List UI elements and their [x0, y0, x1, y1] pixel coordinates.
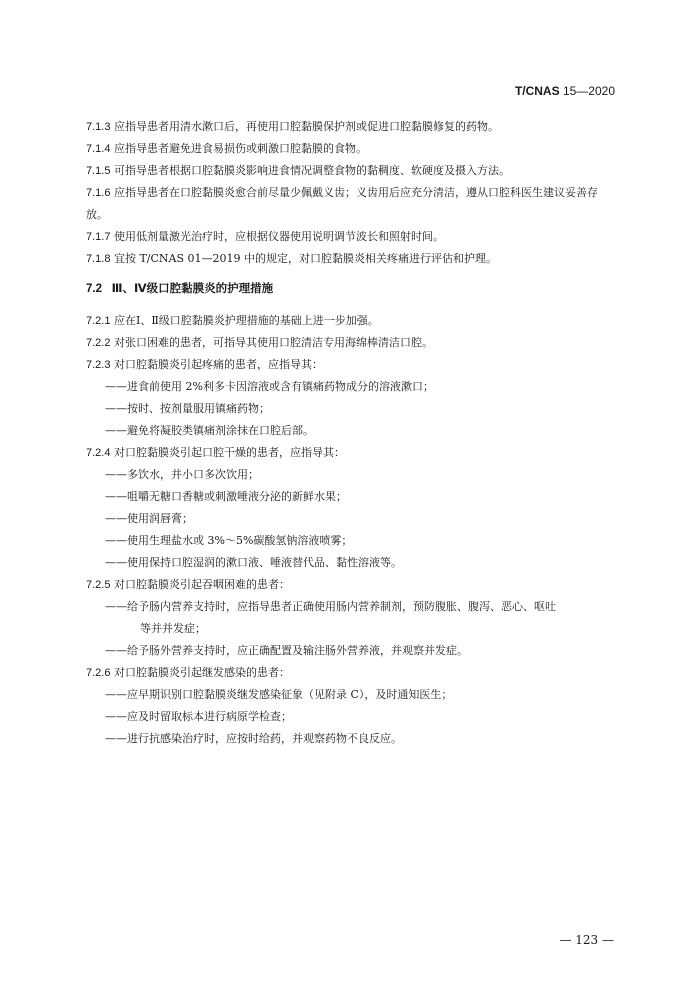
- clause-7-1-4: 7.1.4 应指导患者避免进食易损伤或刺激口腔黏膜的食物。: [86, 142, 367, 155]
- list-item: ——避免将凝胶类镇痛剂涂抹在口腔后部。: [105, 424, 314, 437]
- list-item: ——给予肠外营养支持时，应正确配置及输注肠外营养液，并观察并发症。: [105, 644, 468, 657]
- clause-7-2-2: 7.2.2 对张口困难的患者，可指导其使用口腔清洁专用海绵棒清洁口腔。: [86, 336, 433, 349]
- clause-7-2-5: 7.2.5 对口腔黏膜炎引起吞咽困难的患者：: [86, 578, 290, 591]
- standard-year: 15—2020: [562, 84, 615, 98]
- clause-7-2-4: 7.2.4 对口腔黏膜炎引起口腔干燥的患者，应指导其：: [86, 446, 345, 459]
- clause-7-1-3: 7.1.3 应指导患者用清水漱口后，再使用口腔黏膜保护剂或促进口腔黏膜修复的药物。: [86, 120, 499, 133]
- clause-7-2-1: 7.2.1 应在Ⅰ、Ⅱ级口腔黏膜炎护理措施的基础上进一步加强。: [86, 314, 379, 327]
- list-item: ——进食前使用 2%利多卡因溶液或含有镇痛药物成分的溶液漱口；: [105, 380, 434, 393]
- section-heading-7-2: 7.2 Ⅲ、Ⅳ级口腔黏膜炎的护理措施: [86, 283, 274, 295]
- clause-7-2-6: 7.2.6 对口腔黏膜炎引起继发感染的患者：: [86, 666, 290, 679]
- list-item: ——多饮水，并小口多次饮用；: [105, 468, 259, 481]
- list-item-continuation: 等并并发症；: [140, 622, 206, 635]
- list-item: ——使用保持口腔湿润的漱口液、唾液替代品、黏性溶液等。: [105, 556, 402, 569]
- list-item: ——使用润唇膏；: [105, 512, 193, 525]
- list-item: ——应早期识别口腔黏膜炎继发感染征象（见附录 C），及时通知医生；: [105, 688, 453, 701]
- list-item: ——使用生理盐水或 3%～5%碳酸氢钠溶液喷雾；: [105, 534, 353, 547]
- standard-code: T/CNAS: [514, 84, 560, 98]
- clause-7-1-8: 7.1.8 宜按 T/CNAS 01—2019 中的规定，对口腔黏膜炎相关疼痛进行评估和护理。: [86, 252, 498, 265]
- clause-7-1-7: 7.1.7 使用低剂量激光治疗时，应根据仪器使用说明调节波长和照射时间。: [86, 230, 444, 243]
- list-item: ——给予肠内营养支持时，应指导患者正确使用肠内营养制剂，预防腹胀、腹泻、恶心、呕吐: [105, 600, 556, 613]
- standard-number-header: [515, 84, 615, 98]
- list-item: ——进行抗感染治疗时，应按时给药，并观察药物不良反应。: [105, 732, 402, 745]
- list-item: ——按时、按剂量服用镇痛药物；: [105, 402, 270, 415]
- clause-7-1-6: 7.1.6 应指导患者在口腔黏膜炎愈合前尽量少佩戴义齿；义齿用后应充分清洁，遵从口腔科医生建议妥善存放。: [86, 186, 598, 221]
- clause-7-2-3: 7.2.3 对口腔黏膜炎引起疼痛的患者，应指导其：: [86, 358, 323, 371]
- list-item: ——应及时留取标本进行病原学检查；: [105, 710, 292, 723]
- page-number: — 123 —: [559, 933, 614, 947]
- list-item: ——咀嚼无糖口香糖或刺激唾液分泌的新鲜水果；: [105, 490, 347, 503]
- clause-7-1-5: 7.1.5 可指导患者根据口腔黏膜炎影响进食情况调整食物的黏稠度、软硬度及摄入方法。: [86, 164, 510, 177]
